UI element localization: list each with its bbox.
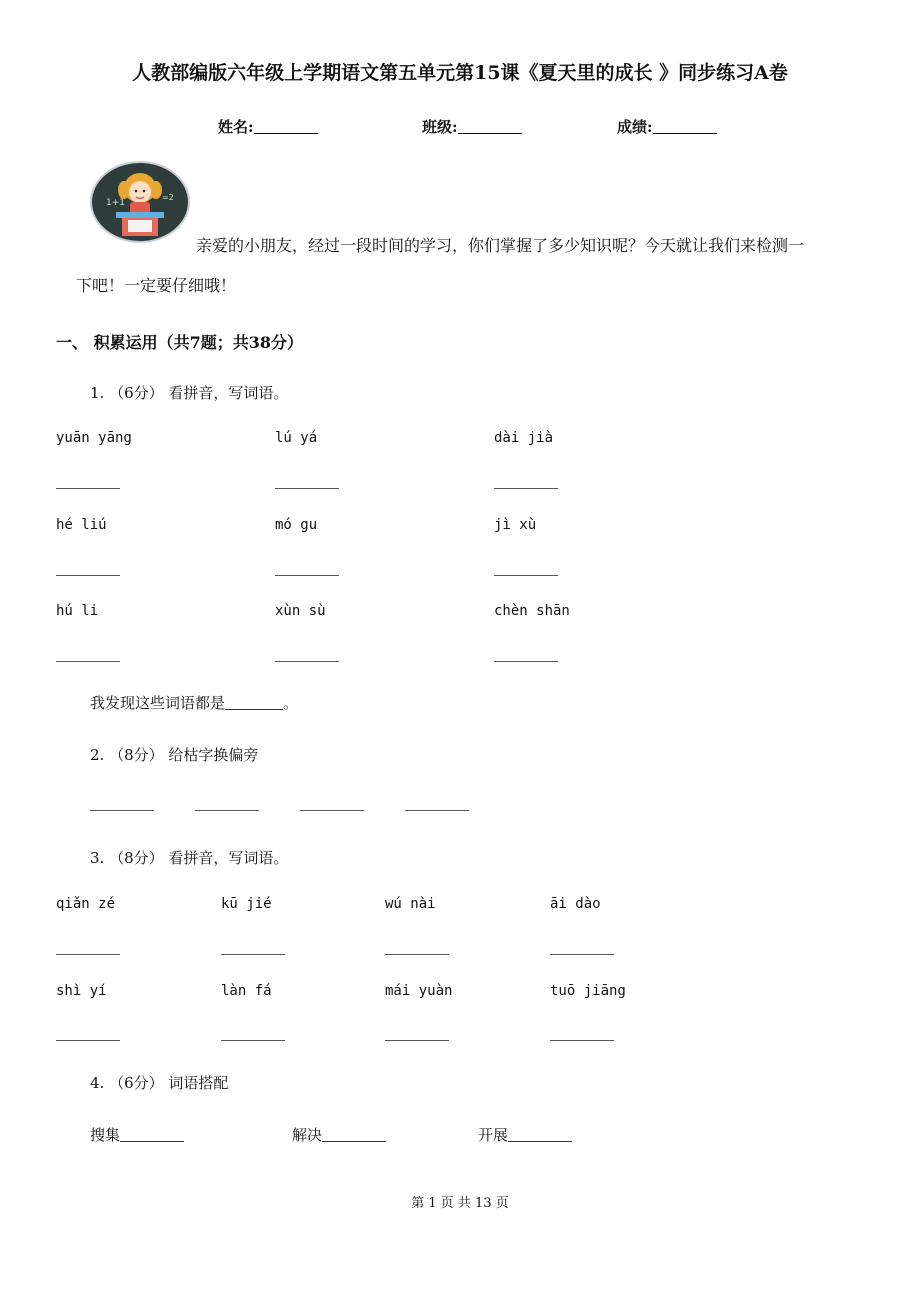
document-title: 人教部编版六年级上学期语文第五单元第15课《夏天里的成长 》同步练习A卷	[132, 62, 788, 84]
q4-item-3	[478, 1124, 572, 1145]
class-label: 班级:	[422, 118, 458, 136]
q1-pinyin-2: lú yá	[275, 430, 318, 446]
score-field	[617, 116, 717, 137]
q2-answer-blank-1[interactable]	[90, 810, 154, 811]
q2-answer-blank-3[interactable]	[300, 810, 364, 811]
name-field	[218, 116, 318, 137]
q4-answer-blank-3[interactable]	[508, 1127, 572, 1142]
q2-answer-blank-4[interactable]	[405, 810, 469, 811]
q1-answer-blank-3[interactable]	[494, 488, 558, 489]
q4-answer-blank-1[interactable]	[120, 1127, 184, 1142]
question-4-title: 4. （6分） 词语搭配	[90, 1074, 229, 1092]
q3-pinyin-8: tuō jiāng	[550, 983, 626, 999]
q1-answer-blank-6[interactable]	[494, 575, 558, 576]
q3-answer-blank-8[interactable]	[550, 1040, 614, 1041]
q1-followup-blank[interactable]	[225, 695, 283, 710]
q3-answer-blank-1[interactable]	[56, 954, 120, 955]
q3-answer-blank-7[interactable]	[385, 1040, 449, 1041]
q3-pinyin-2: kū jié	[221, 896, 272, 912]
q1-pinyin-3: dài jià	[494, 430, 554, 446]
q4-word-1: 搜集	[90, 1126, 121, 1144]
name-label: 姓名:	[218, 118, 254, 136]
q1-answer-blank-2[interactable]	[275, 488, 339, 489]
q3-answer-blank-4[interactable]	[550, 954, 614, 955]
q4-answer-blank-2[interactable]	[322, 1127, 386, 1142]
svg-text:=2: =2	[162, 193, 174, 202]
page-footer: 第 1 页 共 13 页	[411, 1196, 509, 1211]
q3-answer-blank-2[interactable]	[221, 954, 285, 955]
q2-answer-blank-2[interactable]	[195, 810, 259, 811]
q1-answer-blank-9[interactable]	[494, 661, 558, 662]
student-mascot-image	[90, 160, 190, 246]
q3-pinyin-4: āi dào	[550, 896, 601, 912]
question-1-title: 1. （6分） 看拼音，写词语。	[90, 384, 289, 402]
q3-answer-blank-3[interactable]	[385, 954, 449, 955]
q1-followup	[90, 692, 298, 713]
q1-pinyin-5: mó gu	[275, 517, 318, 533]
question-2-title: 2. （8分） 给枯字换偏旁	[90, 746, 259, 764]
q3-pinyin-6: làn fá	[221, 983, 272, 999]
q1-followup-suffix: 。	[283, 694, 299, 712]
score-label: 成绩:	[617, 118, 653, 136]
section-heading: 一、 积累运用（共7题；共38分）	[56, 333, 303, 352]
q3-pinyin-5: shì yí	[56, 983, 107, 999]
svg-text:1+1: 1+1	[106, 198, 125, 208]
q1-answer-blank-4[interactable]	[56, 575, 120, 576]
q1-answer-blank-1[interactable]	[56, 488, 120, 489]
q3-answer-blank-5[interactable]	[56, 1040, 120, 1041]
class-blank[interactable]	[458, 119, 522, 134]
q1-pinyin-7: hú li	[56, 603, 99, 619]
q4-word-3: 开展	[478, 1126, 509, 1144]
q1-pinyin-8: xùn sù	[275, 603, 326, 619]
name-blank[interactable]	[254, 119, 318, 134]
q1-pinyin-4: hé liú	[56, 517, 107, 533]
q4-word-2: 解决	[292, 1126, 323, 1144]
q3-pinyin-1: qiǎn zé	[56, 896, 116, 912]
intro-line-1: 亲爱的小朋友，经过一段时间的学习，你们掌握了多少知识呢？今天就让我们来检测一	[196, 236, 805, 255]
q1-answer-blank-5[interactable]	[275, 575, 339, 576]
q3-answer-blank-6[interactable]	[221, 1040, 285, 1041]
q3-pinyin-3: wú nài	[385, 896, 436, 912]
q4-item-2	[292, 1124, 386, 1145]
q1-answer-blank-8[interactable]	[275, 661, 339, 662]
q1-answer-blank-7[interactable]	[56, 661, 120, 662]
question-3-title: 3. （8分） 看拼音，写词语。	[90, 849, 289, 867]
score-blank[interactable]	[653, 119, 717, 134]
q1-followup-prefix: 我发现这些词语都是	[90, 694, 226, 712]
q1-pinyin-1: yuān yāng	[56, 430, 132, 446]
q4-item-1	[90, 1124, 184, 1145]
q1-pinyin-9: chèn shān	[494, 603, 570, 619]
intro-line-2: 下吧！一定要仔细哦！	[76, 276, 237, 295]
q3-pinyin-7: mái yuàn	[385, 983, 453, 999]
q1-pinyin-6: jì xù	[494, 517, 537, 533]
class-field	[422, 116, 522, 137]
